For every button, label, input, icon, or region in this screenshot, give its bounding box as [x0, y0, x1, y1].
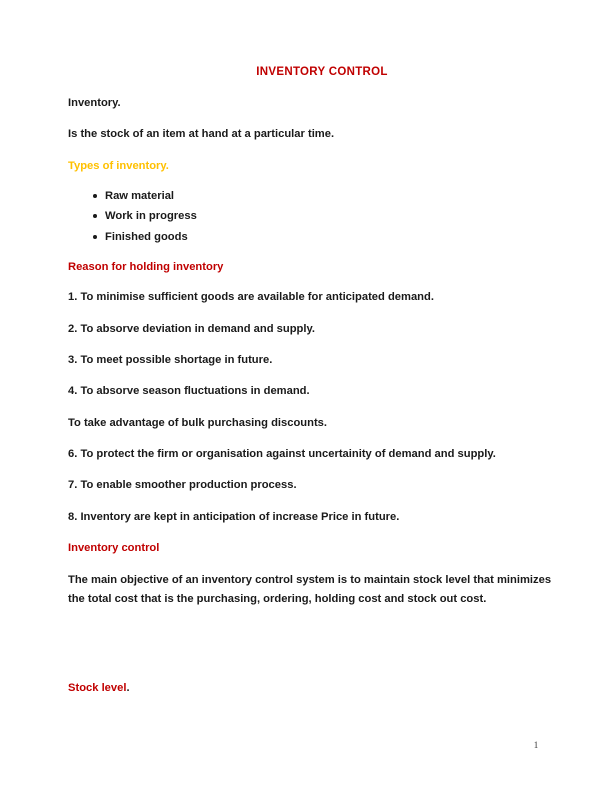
page-number: 1: [533, 740, 539, 750]
reason-item-5: To take advantage of bulk purchasing discounts.: [68, 416, 328, 429]
reasons-list: [68, 290, 552, 524]
heading-stock-level: [68, 681, 552, 695]
heading-stock-level-period: .: [126, 682, 130, 695]
reason-item-4: 4. To absorve season fluctuations in demand.: [68, 385, 310, 398]
list-item: Raw material: [68, 189, 552, 203]
reason-item-3: 3. To meet possible shortage in future.: [68, 353, 273, 366]
types-of-inventory-list: [68, 189, 552, 244]
inventory-term: Inventory.: [68, 97, 121, 109]
inventory-control-body: The main objective of an inventory control system is to maintain stock level that minimizes the total cost that is the purchasing, ordering, holding cost and stock out cost.: [68, 574, 552, 605]
reason-item-7: 7. To enable smoother production process.: [68, 479, 297, 492]
list-item: Work in progress: [68, 209, 552, 223]
inventory-definition: Is the stock of an item at hand at a particular time.: [68, 128, 335, 141]
reason-item-1: 1. To minimise sufficient goods are available for anticipated demand.: [68, 291, 434, 304]
page-title: INVENTORY CONTROL: [256, 66, 388, 78]
heading-types-of-inventory: Types of inventory.: [68, 159, 169, 172]
document-body: [68, 66, 552, 712]
heading-reason-for-holding-inventory: Reason for holding inventory: [68, 260, 224, 273]
reason-item-8: 8. Inventory are kept in anticipation of increase Price in future.: [68, 510, 400, 523]
reason-item-2: 2. To absorve deviation in demand and supply.: [68, 322, 315, 335]
section-spacer: [68, 625, 552, 681]
reason-item-6: 6. To protect the firm or organisation against uncertainity of demand and supply.: [68, 447, 496, 460]
heading-inventory-control: Inventory control: [68, 541, 160, 554]
list-item: Finished goods: [68, 230, 552, 244]
heading-stock-level-text: Stock level: [68, 682, 127, 695]
